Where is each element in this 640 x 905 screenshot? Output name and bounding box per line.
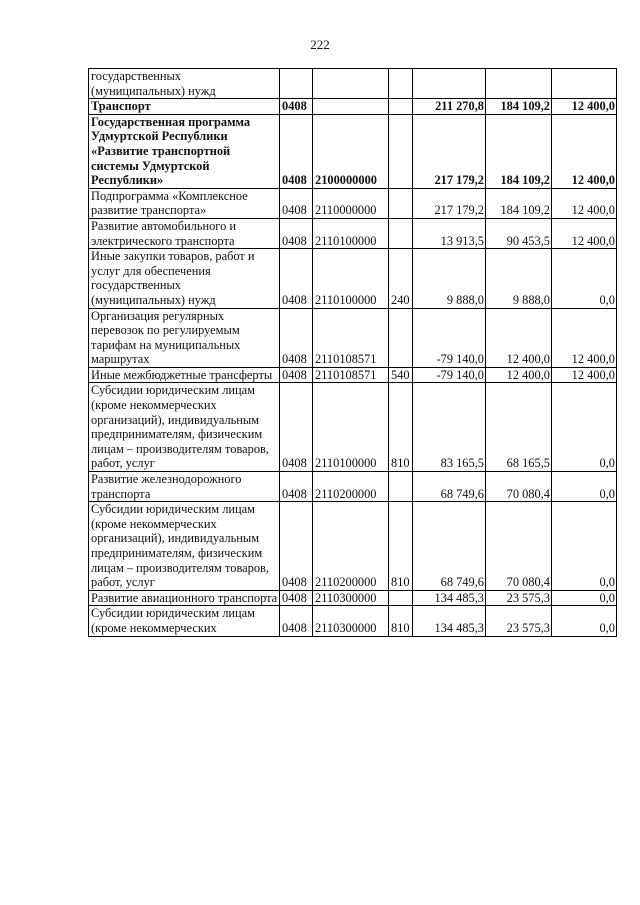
cell-amount-2: 184 109,2 <box>486 99 552 115</box>
cell-name: Субсидии юридическим лицам (кроме некоммерческих организаций), индивидуальным предпринимателям, физическим лицам – производителям товаров, работ, услуг <box>89 502 280 591</box>
cell-amount-2: 9 888,0 <box>486 249 552 308</box>
cell-target-article: 2110100000 <box>313 218 389 248</box>
cell-amount-1: 13 913,5 <box>413 218 486 248</box>
cell-amount-3: 12 400,0 <box>552 218 617 248</box>
page-number: 222 <box>310 37 330 52</box>
cell-name: Развитие авиационного транспорта <box>89 590 280 606</box>
cell-amount-1: -79 140,0 <box>413 308 486 367</box>
cell-expense-type <box>389 472 413 502</box>
cell-name: Иные закупки товаров, работ и услуг для обеспечения государственных (муниципальных) нужд <box>89 249 280 308</box>
cell-amount-1: 83 165,5 <box>413 383 486 472</box>
cell-expense-type: 810 <box>389 606 413 636</box>
table-row <box>89 502 617 591</box>
cell-name: государственных (муниципальных) нужд <box>89 69 280 99</box>
cell-target-article: 2100000000 <box>313 114 389 188</box>
cell-expense-type <box>389 69 413 99</box>
cell-target-article: 2110300000 <box>313 590 389 606</box>
cell-target-article: 2110108571 <box>313 367 389 383</box>
cell-amount-1: 68 749,6 <box>413 472 486 502</box>
cell-amount-1: 217 179,2 <box>413 114 486 188</box>
table-row <box>89 218 617 248</box>
cell-name: Организация регулярных перевозок по регулируемым тарифам на муниципальных маршрутах <box>89 308 280 367</box>
cell-name: Иные межбюджетные трансферты <box>89 367 280 383</box>
cell-section: 0408 <box>280 188 313 218</box>
cell-target-article: 2110000000 <box>313 188 389 218</box>
cell-amount-1: 217 179,2 <box>413 188 486 218</box>
cell-amount-2 <box>486 69 552 99</box>
cell-section: 0408 <box>280 606 313 636</box>
cell-expense-type <box>389 218 413 248</box>
cell-expense-type <box>389 308 413 367</box>
cell-expense-type <box>389 188 413 218</box>
cell-amount-3: 0,0 <box>552 383 617 472</box>
cell-target-article: 2110200000 <box>313 502 389 591</box>
table-row <box>89 472 617 502</box>
cell-amount-1: 211 270,8 <box>413 99 486 115</box>
table-body <box>89 69 617 637</box>
cell-name: Развитие автомобильного и электрического транспорта <box>89 218 280 248</box>
cell-amount-2: 68 165,5 <box>486 383 552 472</box>
cell-amount-2: 12 400,0 <box>486 367 552 383</box>
cell-amount-3: 0,0 <box>552 606 617 636</box>
cell-name: Субсидии юридическим лицам (кроме некоммерческих <box>89 606 280 636</box>
cell-amount-3: 12 400,0 <box>552 188 617 218</box>
cell-target-article: 2110100000 <box>313 249 389 308</box>
cell-amount-1: 134 485,3 <box>413 590 486 606</box>
table-row <box>89 383 617 472</box>
table-row <box>89 99 617 115</box>
cell-amount-1 <box>413 69 486 99</box>
cell-amount-2: 90 453,5 <box>486 218 552 248</box>
table-row <box>89 606 617 636</box>
cell-amount-2: 184 109,2 <box>486 114 552 188</box>
cell-target-article: 2110100000 <box>313 383 389 472</box>
cell-name: Развитие железнодорожного транспорта <box>89 472 280 502</box>
table-row <box>89 308 617 367</box>
cell-expense-type: 810 <box>389 383 413 472</box>
table-row <box>89 188 617 218</box>
table-row <box>89 367 617 383</box>
cell-amount-3: 0,0 <box>552 590 617 606</box>
cell-expense-type <box>389 590 413 606</box>
cell-amount-3 <box>552 69 617 99</box>
cell-target-article: 2110200000 <box>313 472 389 502</box>
cell-section: 0408 <box>280 218 313 248</box>
cell-amount-3: 12 400,0 <box>552 367 617 383</box>
cell-target-article: 2110108571 <box>313 308 389 367</box>
cell-section <box>280 69 313 99</box>
cell-name: Транспорт <box>89 99 280 115</box>
table-row <box>89 69 617 99</box>
table-row <box>89 590 617 606</box>
cell-name: Субсидии юридическим лицам (кроме некоммерческих организаций), индивидуальным предпринимателям, физическим лицам – производителям товаров, работ, услуг <box>89 383 280 472</box>
cell-amount-2: 12 400,0 <box>486 308 552 367</box>
cell-expense-type: 240 <box>389 249 413 308</box>
cell-section: 0408 <box>280 249 313 308</box>
cell-expense-type: 810 <box>389 502 413 591</box>
cell-amount-2: 23 575,3 <box>486 606 552 636</box>
cell-amount-2: 23 575,3 <box>486 590 552 606</box>
cell-amount-1: 68 749,6 <box>413 502 486 591</box>
cell-target-article <box>313 69 389 99</box>
cell-section: 0408 <box>280 383 313 472</box>
cell-section: 0408 <box>280 590 313 606</box>
cell-amount-3: 12 400,0 <box>552 99 617 115</box>
cell-expense-type <box>389 99 413 115</box>
cell-target-article <box>313 99 389 115</box>
table-row <box>89 249 617 308</box>
cell-name: Подпрограмма «Комплексное развитие транспорта» <box>89 188 280 218</box>
cell-amount-3: 0,0 <box>552 472 617 502</box>
cell-amount-2: 70 080,4 <box>486 472 552 502</box>
cell-amount-2: 70 080,4 <box>486 502 552 591</box>
cell-amount-3: 0,0 <box>552 502 617 591</box>
cell-amount-1: 134 485,3 <box>413 606 486 636</box>
cell-section: 0408 <box>280 502 313 591</box>
cell-name: Государственная программа Удмуртской Республики «Развитие транспортной системы Удмуртской Республики» <box>89 114 280 188</box>
cell-section: 0408 <box>280 308 313 367</box>
budget-table <box>88 68 617 637</box>
cell-expense-type <box>389 114 413 188</box>
cell-section: 0408 <box>280 472 313 502</box>
cell-amount-3: 0,0 <box>552 249 617 308</box>
cell-section: 0408 <box>280 99 313 115</box>
table-row <box>89 114 617 188</box>
cell-target-article: 2110300000 <box>313 606 389 636</box>
cell-amount-1: 9 888,0 <box>413 249 486 308</box>
cell-expense-type: 540 <box>389 367 413 383</box>
cell-amount-3: 12 400,0 <box>552 308 617 367</box>
cell-amount-3: 12 400,0 <box>552 114 617 188</box>
cell-amount-1: -79 140,0 <box>413 367 486 383</box>
cell-amount-2: 184 109,2 <box>486 188 552 218</box>
cell-section: 0408 <box>280 367 313 383</box>
cell-section: 0408 <box>280 114 313 188</box>
